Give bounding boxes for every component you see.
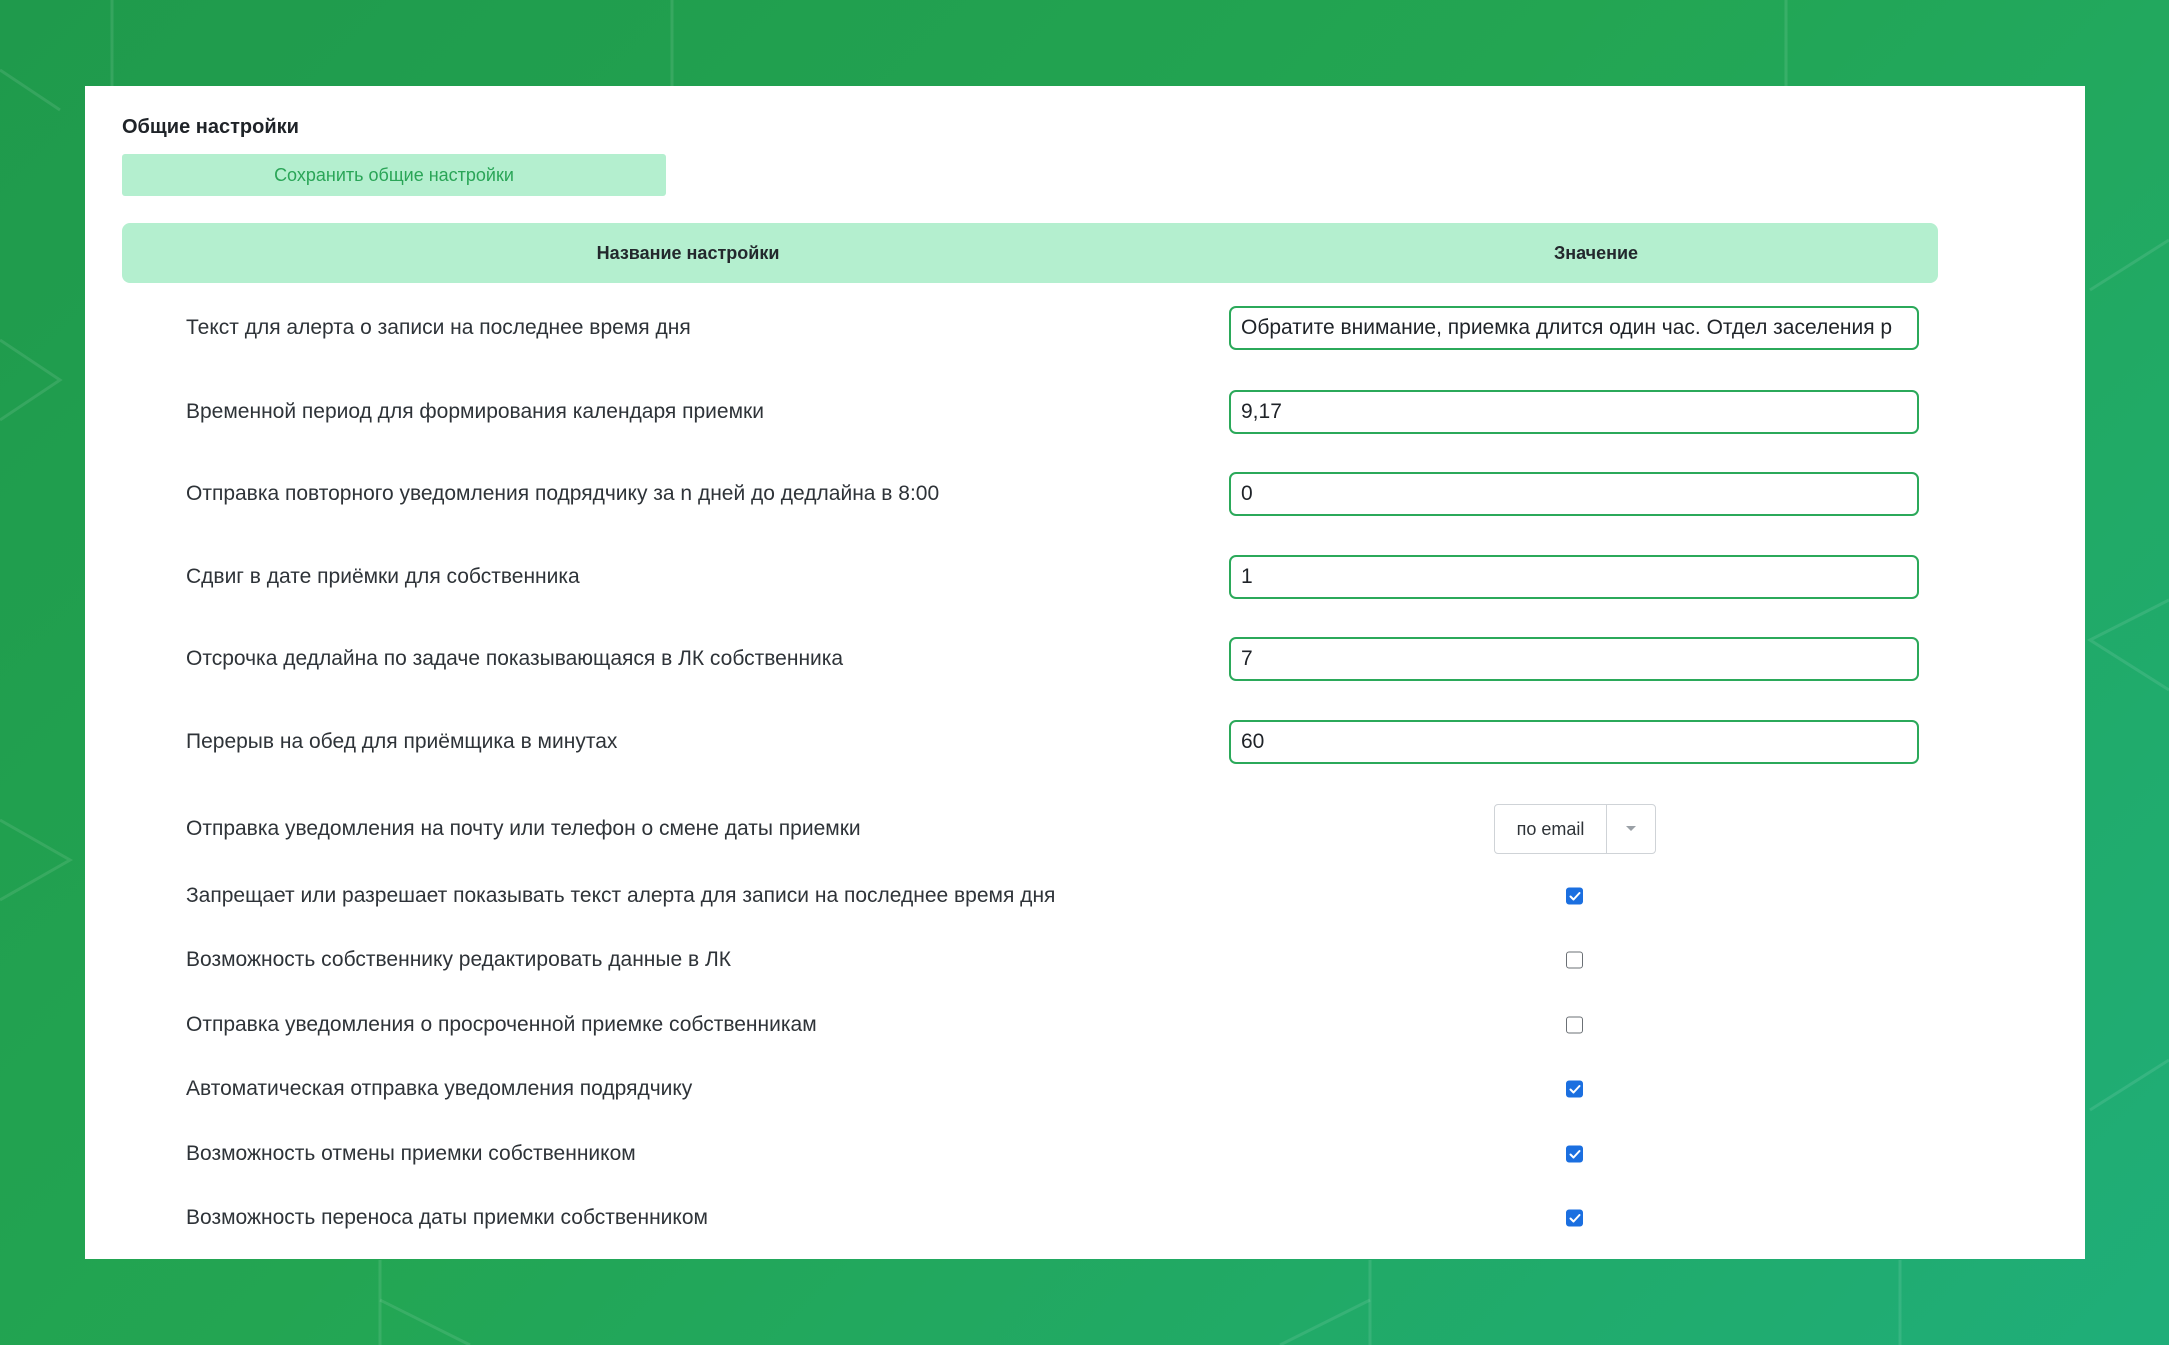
setting-row-show-alert-text: [85, 872, 2085, 920]
owner-edit-data-checkbox[interactable]: [1566, 952, 1583, 969]
lunch-break-input[interactable]: [1229, 720, 1919, 764]
notify-channel-select[interactable]: [1494, 804, 1656, 854]
column-header-name: Название настройки: [596, 243, 780, 263]
setting-row-lunch-break: [85, 712, 2085, 772]
column-header-value: Значение: [1553, 243, 1639, 263]
owner-reschedule-checkbox[interactable]: [1566, 1210, 1583, 1227]
setting-label: Возможность отмены приемки собственником: [186, 1142, 636, 1165]
setting-row-repeat-notification: [85, 464, 2085, 524]
setting-row-overdue-notification: [85, 1001, 2085, 1049]
setting-label: Отсрочка дедлайна по задаче показывающаяся в ЛК собственника: [186, 647, 844, 670]
setting-label: Отправка повторного уведомления подрядчику за n дней до дедлайна в 8:00: [186, 482, 940, 505]
setting-label: Сдвиг в дате приёмки для собственника: [186, 565, 580, 588]
setting-label: Отправка уведомления о просроченной приемке собственникам: [186, 1013, 817, 1036]
setting-label: Временной период для формирования календаря приемки: [186, 400, 764, 423]
setting-label: Автоматическая отправка уведомления подрядчику: [186, 1077, 693, 1100]
setting-label: Возможность переноса даты приемки собственником: [186, 1206, 708, 1229]
alert-text-input[interactable]: [1229, 306, 1919, 350]
setting-row-owner-reschedule: [85, 1194, 2085, 1242]
show-alert-text-checkbox[interactable]: [1566, 888, 1583, 905]
setting-label: Текст для алерта о записи на последнее время дня: [186, 316, 691, 339]
setting-row-owner-edit-data: [85, 936, 2085, 984]
setting-label: Возможность собственнику редактировать данные в ЛК: [186, 948, 732, 971]
setting-row-alert-text: [85, 298, 2085, 358]
setting-label: Запрещает или разрешает показывать текст алерта для записи на последнее время дня: [186, 884, 1056, 907]
setting-row-acceptance-date-shift: [85, 547, 2085, 607]
overdue-notification-checkbox[interactable]: [1566, 1017, 1583, 1034]
repeat-notification-days-input[interactable]: [1229, 472, 1919, 516]
save-general-settings-button[interactable]: Сохранить общие настройки: [122, 154, 666, 196]
setting-row-notify-channel: [85, 796, 2085, 862]
settings-table-header: [122, 223, 1938, 283]
check-icon: [1569, 1084, 1581, 1094]
notify-channel-selected-value: по email: [1516, 819, 1585, 839]
check-icon: [1569, 891, 1581, 901]
owner-cancel-checkbox[interactable]: [1566, 1146, 1583, 1163]
settings-panel: [85, 86, 2085, 1259]
calendar-period-input[interactable]: [1229, 390, 1919, 434]
deadline-postponement-input[interactable]: [1229, 637, 1919, 681]
setting-row-calendar-period: [85, 382, 2085, 442]
setting-row-deadline-postponement: [85, 629, 2085, 689]
acceptance-date-shift-input[interactable]: [1229, 555, 1919, 599]
chevron-down-icon[interactable]: [1607, 805, 1655, 853]
setting-row-owner-cancel: [85, 1130, 2085, 1178]
check-icon: [1569, 1149, 1581, 1159]
page-title: Общие настройки: [122, 116, 299, 138]
auto-contractor-notification-checkbox[interactable]: [1566, 1081, 1583, 1098]
setting-label: Перерыв на обед для приёмщика в минутах: [186, 730, 618, 753]
setting-label: Отправка уведомления на почту или телефон о смене даты приемки: [186, 817, 861, 840]
check-icon: [1569, 1213, 1581, 1223]
setting-row-auto-contractor-notification: [85, 1065, 2085, 1113]
